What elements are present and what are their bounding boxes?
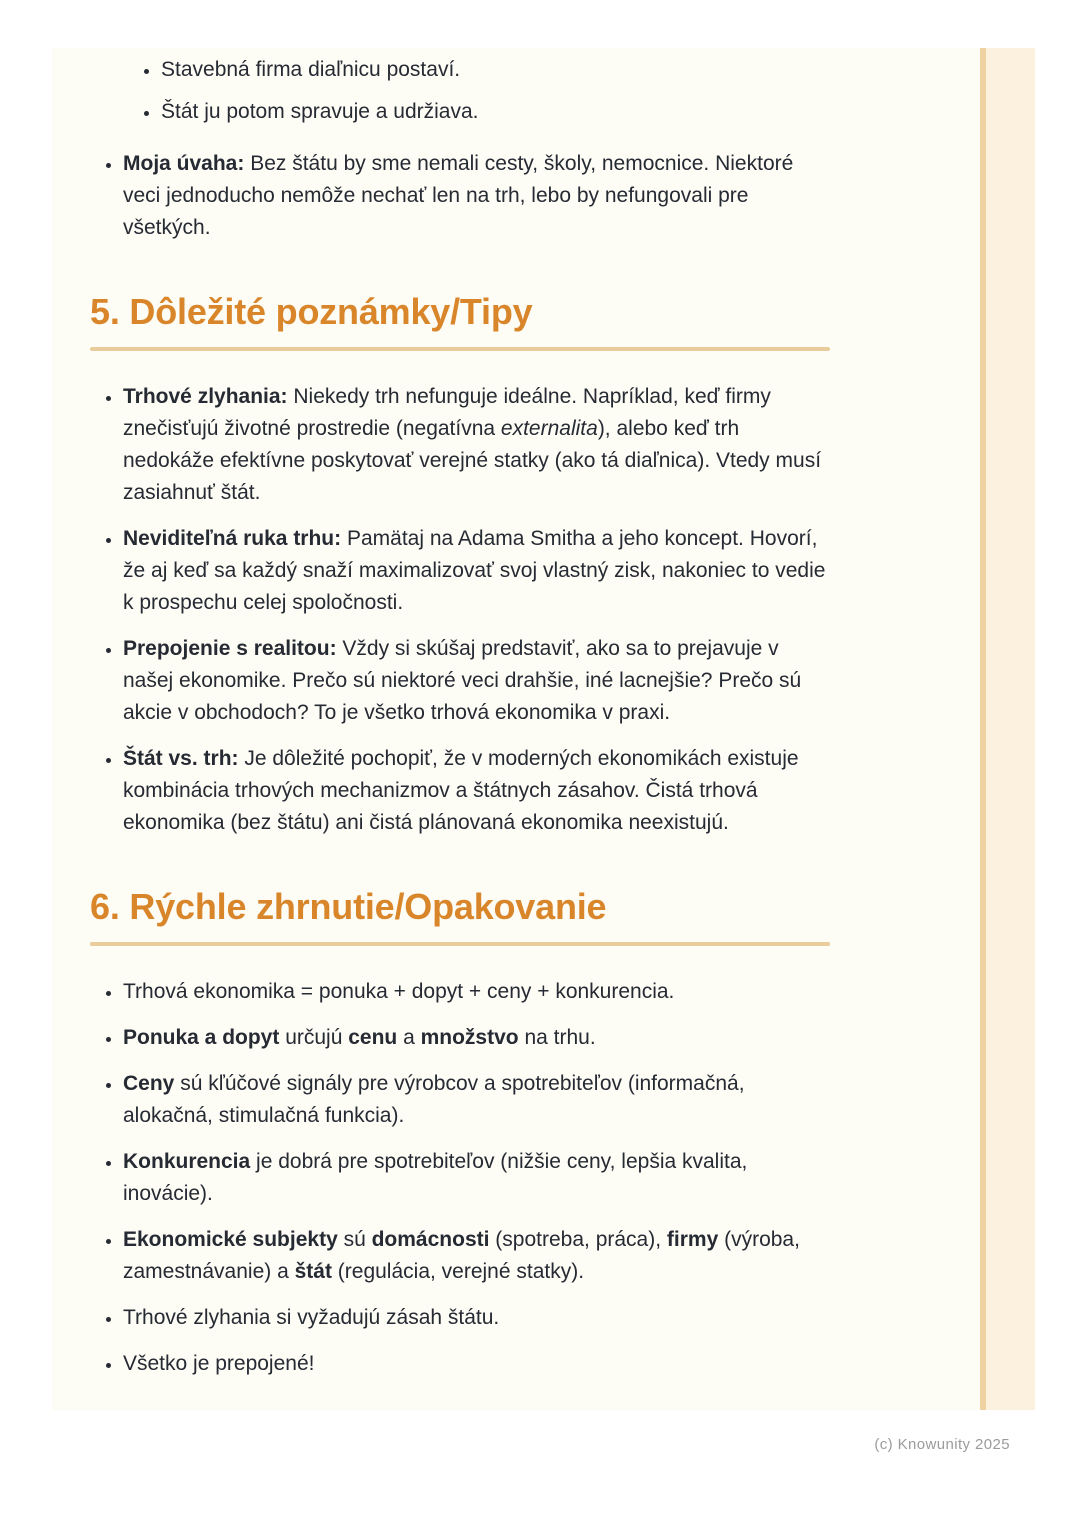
text-run: Konkurencia [123, 1150, 251, 1173]
section-5-title: 5. Dôležité poznámky/Tipy [90, 291, 533, 332]
text-run: (regulácia, verejné statky). [331, 1260, 585, 1283]
content-card [52, 48, 1035, 1410]
text-run: Ponuka a dopyt [123, 1026, 280, 1049]
list-item [123, 381, 830, 509]
list-item [161, 96, 830, 128]
text-run: sú kľúčové signály pre výrobcov a spotrebiteľov (informačná, alokačná, stimulačná funkcia). [123, 1072, 745, 1127]
text-run: ), alebo keď trh nedokáže efektívne poskytovať verejné statky (ako tá diaľnica). Vtedy musí zasiahnuť štát. [123, 417, 822, 504]
list-item [123, 148, 830, 244]
text-run: určujú [279, 1026, 349, 1049]
list-item [123, 1302, 830, 1334]
text-run: Trhové zlyhania: [123, 385, 288, 408]
text-run: Štát ju potom spravuje a udržiava. [161, 100, 479, 123]
text-run: Ceny [123, 1072, 175, 1095]
text-run: Neviditeľná ruka trhu: [123, 527, 342, 550]
list-item [123, 633, 830, 729]
text-run: (výroba, zamestnávanie) a [123, 1228, 800, 1283]
list-item [123, 1068, 830, 1132]
list-item [123, 976, 830, 1008]
section-6-list [90, 976, 830, 1380]
section-6-title: 6. Rýchle zhrnutie/Opakovanie [90, 886, 607, 927]
text-run: je dobrá pre spotrebiteľov (nižšie ceny, lepšia kvalita, inovácie). [123, 1150, 748, 1205]
text-run: Ekonomické subjekty [123, 1228, 338, 1251]
list-item [123, 523, 830, 619]
text-run: Pamätaj na Adama Smitha a jeho koncept. Hovorí, že aj keď sa každý snaží maximalizovať svoj vlastný zisk, nakoniec to vedie k prospechu celej spoločnosti. [123, 527, 826, 614]
decorative-right-stripe [980, 48, 1035, 1410]
text-run: (spotreba, práca), [489, 1228, 667, 1251]
text-run: Moja úvaha: [123, 152, 245, 175]
text-run: Bez štátu by sme nemali cesty, školy, nemocnice. Niektoré veci jednoducho nemôže nechať len na trh, lebo by nefungovali pre všetkých. [123, 152, 794, 239]
text-run: domácnosti [371, 1228, 490, 1251]
text-run: Trhové zlyhania si vyžadujú zásah štátu. [123, 1306, 500, 1329]
section-5-list [90, 381, 830, 839]
text-run: sú [337, 1228, 372, 1251]
list-item [123, 743, 830, 839]
list-item [161, 54, 830, 86]
list-item [123, 1146, 830, 1210]
text-run: firmy [666, 1228, 719, 1251]
copyright-footer: (c) Knowunity 2025 [874, 1436, 1010, 1453]
text-run: na trhu. [518, 1026, 596, 1049]
text-run: štát [294, 1260, 332, 1283]
text-run: Trhová ekonomika = ponuka + dopyt + ceny + konkurencia. [123, 980, 675, 1003]
list-item [123, 1348, 830, 1380]
text-run: a [397, 1026, 421, 1049]
list-item [123, 1224, 830, 1288]
text-run: množstvo [420, 1026, 519, 1049]
text-run: Je dôležité pochopiť, že v moderných ekonomikách existuje kombinácia trhových mechanizmov a štátnych zásahov. Čistá trhová ekonomika (bez štátu) ani čistá plánovaná ekonomika neexistujú. [123, 747, 799, 834]
intro-sub-list [90, 54, 830, 128]
text-run: Vždy si skúšaj predstaviť, ako sa to prejavuje v našej ekonomike. Prečo sú niektoré veci drahšie, iné lacnejšie? Prečo sú akcie v obchodoch? To je všetko trhová ekonomika v praxi. [123, 637, 802, 724]
text-run: externalita [500, 417, 598, 440]
text-run: Štát vs. trh: [123, 747, 239, 770]
intro-list [90, 148, 830, 244]
text-run: Stavebná firma diaľnicu postaví. [161, 58, 461, 81]
text-run: Niekedy trh nefunguje ideálne. Napríklad, keď firmy znečisťujú životné prostredie (negatívna [123, 385, 771, 440]
text-run: cenu [348, 1026, 398, 1049]
text-run: Prepojenie s realitou: [123, 637, 337, 660]
document-content [90, 48, 830, 1394]
section-5-divider [90, 347, 830, 351]
list-item [123, 1022, 830, 1054]
section-6-divider [90, 942, 830, 946]
text-run: Všetko je prepojené! [123, 1352, 315, 1375]
